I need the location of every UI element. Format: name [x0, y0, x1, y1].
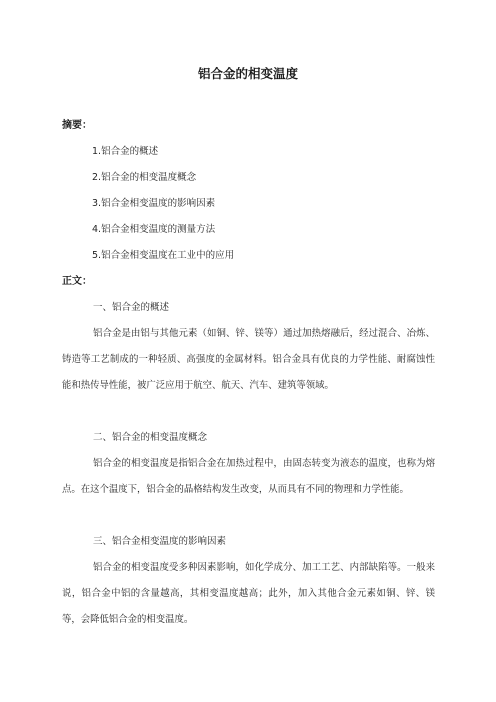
toc-item-4: 4.铝合金相变温度的测量方法	[92, 224, 216, 235]
section-3-heading: 三、铝合金相变温度的影响因素	[93, 536, 227, 547]
section-3-paragraph: 铝合金的相变温度受多种因素影响，如化学成分、加工工艺、内部缺陷等。一般来说，铝合金中铝的含量越高，其相变温度越高；此外，加入其他合金元素如铜、锌、镁等，会降低铝合金的相变温度。	[62, 562, 435, 625]
abstract-heading: 摘要：	[62, 120, 92, 131]
toc-item-5: 5.铝合金相变温度在工业中的应用	[92, 250, 235, 261]
section-1-heading: 一、铝合金的概述	[93, 302, 170, 313]
section-2-heading: 二、铝合金的相变温度概念	[93, 432, 208, 443]
document-title: 铝合金的相变温度	[197, 66, 298, 81]
section-2-paragraph: 铝合金的相变温度是指铝合金在加热过程中，由固态转变为液态的温度，也称为熔点。在这个温度下，铝合金的晶格结构发生改变，从而具有不同的物理和力学性能。	[62, 458, 435, 495]
toc-item-2: 2.铝合金的相变温度概念	[92, 172, 197, 183]
body-heading: 正文：	[62, 276, 92, 287]
section-1-paragraph: 铝合金是由铝与其他元素（如铜、锌、镁等）通过加热熔融后，经过混合、冶炼、铸造等工艺制成的一种轻质、高强度的金属材料。铝合金具有优良的力学性能、耐腐蚀性能和热传导性能，被广泛应用于航空、航天、汽车、建筑等领域。	[62, 328, 435, 391]
toc-item-3: 3.铝合金相变温度的影响因素	[92, 198, 216, 209]
toc-item-1: 1.铝合金的概述	[92, 146, 159, 157]
